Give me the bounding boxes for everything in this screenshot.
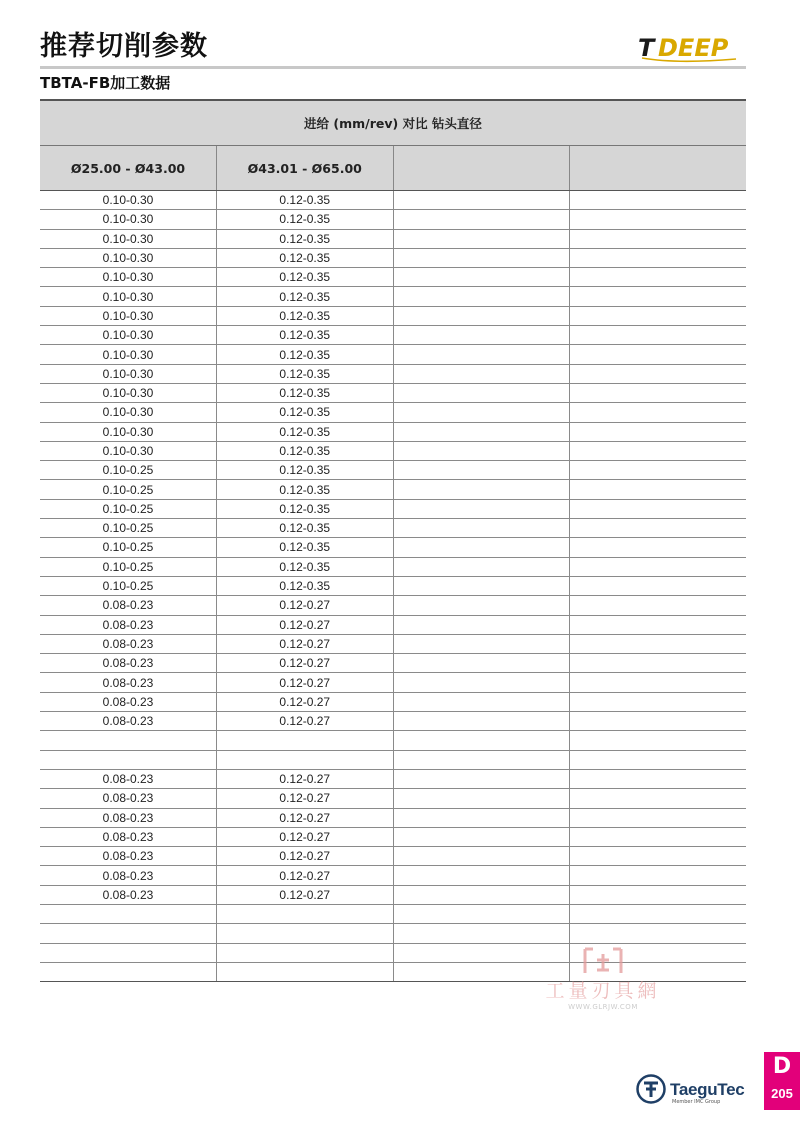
table-cell [393, 557, 570, 576]
column-header-4 [570, 146, 747, 191]
table-row [40, 441, 746, 460]
table-cell: 0.12-0.35 [217, 538, 394, 557]
table-row [40, 403, 746, 422]
table-cell [570, 248, 747, 267]
table-cell [393, 673, 570, 692]
table-cell: 0.10-0.30 [40, 403, 217, 422]
table-cell: 0.10-0.30 [40, 364, 217, 383]
table-cell [393, 692, 570, 711]
table-cell [217, 750, 394, 769]
table-cell [217, 962, 394, 981]
table-row [40, 519, 746, 538]
table-cell [393, 229, 570, 248]
table-cell: 0.08-0.23 [40, 692, 217, 711]
table-cell [40, 924, 217, 943]
table-cell [570, 538, 747, 557]
table-row [40, 191, 746, 210]
table-cell [393, 808, 570, 827]
table-cell [570, 654, 747, 673]
table-cell: 0.08-0.23 [40, 827, 217, 846]
table-cell: 0.10-0.30 [40, 306, 217, 325]
table-cell [570, 750, 747, 769]
table-cell [570, 345, 747, 364]
table-cell: 0.12-0.35 [217, 461, 394, 480]
table-cell [393, 441, 570, 460]
table-cell [393, 866, 570, 885]
table-cell [393, 712, 570, 731]
watermark-url: WWW.GLRJW.COM [568, 1003, 638, 1011]
table-cell [570, 287, 747, 306]
feed-caption: 进给 (mm/rev) 对比 钻头直径 [40, 100, 746, 146]
table-row [40, 306, 746, 325]
table-cell: 0.08-0.23 [40, 673, 217, 692]
table-row [40, 634, 746, 653]
table-cell [393, 538, 570, 557]
table-row [40, 248, 746, 267]
page-number: 205 [771, 1086, 793, 1101]
table-row [40, 345, 746, 364]
table-cell [217, 924, 394, 943]
table-cell [570, 615, 747, 634]
table-cell: 0.10-0.25 [40, 538, 217, 557]
table-cell [570, 673, 747, 692]
table-cell [570, 885, 747, 904]
table-row [40, 924, 746, 943]
table-cell: 0.12-0.27 [217, 596, 394, 615]
table-cell [570, 692, 747, 711]
table-cell: 0.08-0.23 [40, 866, 217, 885]
table-cell [570, 499, 747, 518]
table-row [40, 904, 746, 923]
table-cell [393, 885, 570, 904]
table-cell [570, 924, 747, 943]
table-cell [570, 731, 747, 750]
table-row [40, 461, 746, 480]
table-cell: 0.10-0.30 [40, 287, 217, 306]
table-cell [393, 345, 570, 364]
table-cell [393, 287, 570, 306]
table-cell: 0.10-0.25 [40, 519, 217, 538]
table-cell [570, 789, 747, 808]
table-cell: 0.12-0.27 [217, 692, 394, 711]
table-cell [570, 191, 747, 210]
page-subtitle: TBTA-FB加工数据 [40, 74, 171, 92]
table-cell [393, 654, 570, 673]
table-row [40, 615, 746, 634]
watermark-text: 工量刃具網 [545, 980, 661, 1002]
table-cell: 0.12-0.27 [217, 827, 394, 846]
table-row [40, 712, 746, 731]
table-cell: 0.08-0.23 [40, 769, 217, 788]
section-letter: D [772, 1054, 792, 1079]
column-header-3 [393, 146, 570, 191]
table-cell: 0.12-0.27 [217, 885, 394, 904]
table-row [40, 480, 746, 499]
table-cell [40, 731, 217, 750]
table-cell: 0.12-0.27 [217, 712, 394, 731]
table-cell: 0.10-0.25 [40, 576, 217, 595]
table-cell: 0.12-0.35 [217, 557, 394, 576]
table-cell: 0.12-0.35 [217, 576, 394, 595]
table-row [40, 210, 746, 229]
table-cell: 0.12-0.27 [217, 789, 394, 808]
table-row [40, 827, 746, 846]
table-cell [570, 808, 747, 827]
taegutec-logo [636, 1074, 756, 1108]
table-cell [393, 364, 570, 383]
table-cell [393, 750, 570, 769]
table-cell: 0.08-0.23 [40, 847, 217, 866]
table-row [40, 750, 746, 769]
logo-wordmark: TaeguTec [670, 1080, 745, 1099]
table-row [40, 364, 746, 383]
table-row [40, 866, 746, 885]
table-cell: 0.12-0.35 [217, 210, 394, 229]
table-cell [570, 422, 747, 441]
table-cell: 0.12-0.35 [217, 364, 394, 383]
table-row [40, 654, 746, 673]
table-cell [393, 326, 570, 345]
table-row [40, 287, 746, 306]
table-cell: 0.10-0.30 [40, 210, 217, 229]
table-cell [570, 480, 747, 499]
table-cell [393, 576, 570, 595]
table-cell [570, 364, 747, 383]
table-cell: 0.12-0.27 [217, 654, 394, 673]
table-row [40, 229, 746, 248]
cutting-parameters-table-wrap [40, 99, 746, 982]
table-cell [393, 519, 570, 538]
watermark-mark-icon [579, 946, 627, 976]
svg-text:DEEP: DEEP [658, 34, 729, 62]
table-cell [570, 904, 747, 923]
table-cell [570, 383, 747, 402]
table-row [40, 885, 746, 904]
table-cell: 0.12-0.27 [217, 847, 394, 866]
table-cell: 0.10-0.30 [40, 422, 217, 441]
table-cell: 0.12-0.35 [217, 480, 394, 499]
table-cell [393, 731, 570, 750]
table-cell [393, 615, 570, 634]
table-row [40, 538, 746, 557]
table-cell: 0.08-0.23 [40, 615, 217, 634]
table-cell [393, 596, 570, 615]
table-cell [393, 191, 570, 210]
table-row [40, 326, 746, 345]
table-cell: 0.10-0.30 [40, 345, 217, 364]
table-cell: 0.10-0.25 [40, 499, 217, 518]
table-cell [393, 480, 570, 499]
table-cell [570, 229, 747, 248]
table-cell: 0.12-0.35 [217, 403, 394, 422]
table-cell: 0.08-0.23 [40, 654, 217, 673]
table-cell [393, 248, 570, 267]
table-cell [570, 461, 747, 480]
table-cell: 0.12-0.35 [217, 345, 394, 364]
table-row [40, 789, 746, 808]
table-cell: 0.12-0.35 [217, 306, 394, 325]
watermark [528, 946, 678, 1022]
table-cell [570, 596, 747, 615]
table-cell [393, 634, 570, 653]
table-cell: 0.12-0.27 [217, 673, 394, 692]
table-cell: 0.10-0.30 [40, 191, 217, 210]
table-cell: 0.10-0.30 [40, 229, 217, 248]
table-row [40, 731, 746, 750]
table-cell: 0.10-0.30 [40, 326, 217, 345]
table-row [40, 596, 746, 615]
table-cell: 0.08-0.23 [40, 596, 217, 615]
section-tab [764, 1052, 800, 1110]
table-row [40, 692, 746, 711]
table-cell: 0.12-0.35 [217, 441, 394, 460]
column-header-1: Ø25.00 - Ø43.00 [40, 146, 217, 191]
table-cell: 0.12-0.35 [217, 519, 394, 538]
table-cell [40, 904, 217, 923]
table-cell [570, 847, 747, 866]
table-cell: 0.12-0.27 [217, 808, 394, 827]
table-cell: 0.12-0.35 [217, 248, 394, 267]
table-cell [393, 827, 570, 846]
table-cell [393, 769, 570, 788]
table-cell [570, 712, 747, 731]
table-body [40, 191, 746, 982]
table-cell [217, 731, 394, 750]
table-cell [570, 866, 747, 885]
table-cell: 0.10-0.30 [40, 268, 217, 287]
table-cell [570, 634, 747, 653]
table-row [40, 422, 746, 441]
table-cell [570, 403, 747, 422]
table-cell [570, 519, 747, 538]
table-cell: 0.12-0.35 [217, 287, 394, 306]
table-row [40, 769, 746, 788]
table-cell [570, 827, 747, 846]
table-cell: 0.12-0.35 [217, 229, 394, 248]
table-cell [570, 441, 747, 460]
table-cell [570, 769, 747, 788]
table-cell [393, 383, 570, 402]
column-header-2: Ø43.01 - Ø65.00 [217, 146, 394, 191]
table-cell: 0.12-0.27 [217, 634, 394, 653]
table-cell: 0.12-0.27 [217, 769, 394, 788]
table-cell [393, 789, 570, 808]
table-row [40, 383, 746, 402]
table-cell: 0.12-0.35 [217, 326, 394, 345]
tdeep-brand-logo [636, 28, 752, 68]
table-row [40, 576, 746, 595]
table-row [40, 673, 746, 692]
table-row [40, 808, 746, 827]
table-cell [393, 268, 570, 287]
table-row [40, 557, 746, 576]
table-cell: 0.12-0.27 [217, 615, 394, 634]
table-cell [393, 461, 570, 480]
table-cell [393, 499, 570, 518]
table-cell [40, 750, 217, 769]
table-cell [393, 306, 570, 325]
table-cell: 0.10-0.30 [40, 248, 217, 267]
svg-text:T: T [638, 34, 655, 62]
table-cell [393, 904, 570, 923]
table-cell [393, 210, 570, 229]
table-cell [393, 403, 570, 422]
table-cell: 0.08-0.23 [40, 789, 217, 808]
table-cell: 0.08-0.23 [40, 712, 217, 731]
table-cell [570, 576, 747, 595]
table-cell [40, 943, 217, 962]
table-cell: 0.12-0.35 [217, 191, 394, 210]
table-row [40, 499, 746, 518]
table-cell: 0.12-0.35 [217, 383, 394, 402]
table-cell [217, 904, 394, 923]
title-divider [40, 66, 746, 69]
cutting-parameters-table [40, 99, 746, 982]
page-title: 推荐切削参数 [40, 31, 208, 62]
table-cell: 0.10-0.25 [40, 480, 217, 499]
table-cell: 0.12-0.35 [217, 422, 394, 441]
table-cell: 0.10-0.25 [40, 461, 217, 480]
table-cell [570, 268, 747, 287]
table-cell [393, 924, 570, 943]
table-cell: 0.12-0.35 [217, 499, 394, 518]
logo-subtext: Member IMC Group [672, 1099, 721, 1105]
table-cell [570, 306, 747, 325]
table-cell: 0.10-0.30 [40, 441, 217, 460]
table-cell: 0.08-0.23 [40, 885, 217, 904]
taegutec-emblem-icon [636, 1074, 666, 1104]
table-cell [393, 422, 570, 441]
table-cell [570, 210, 747, 229]
table-cell [570, 326, 747, 345]
table-row [40, 847, 746, 866]
table-cell [570, 557, 747, 576]
table-cell [217, 943, 394, 962]
table-cell: 0.08-0.23 [40, 634, 217, 653]
table-cell: 0.10-0.30 [40, 383, 217, 402]
table-cell [40, 962, 217, 981]
table-cell: 0.08-0.23 [40, 808, 217, 827]
table-cell: 0.12-0.35 [217, 268, 394, 287]
table-row [40, 268, 746, 287]
table-cell: 0.12-0.27 [217, 866, 394, 885]
table-cell: 0.10-0.25 [40, 557, 217, 576]
table-cell [393, 847, 570, 866]
